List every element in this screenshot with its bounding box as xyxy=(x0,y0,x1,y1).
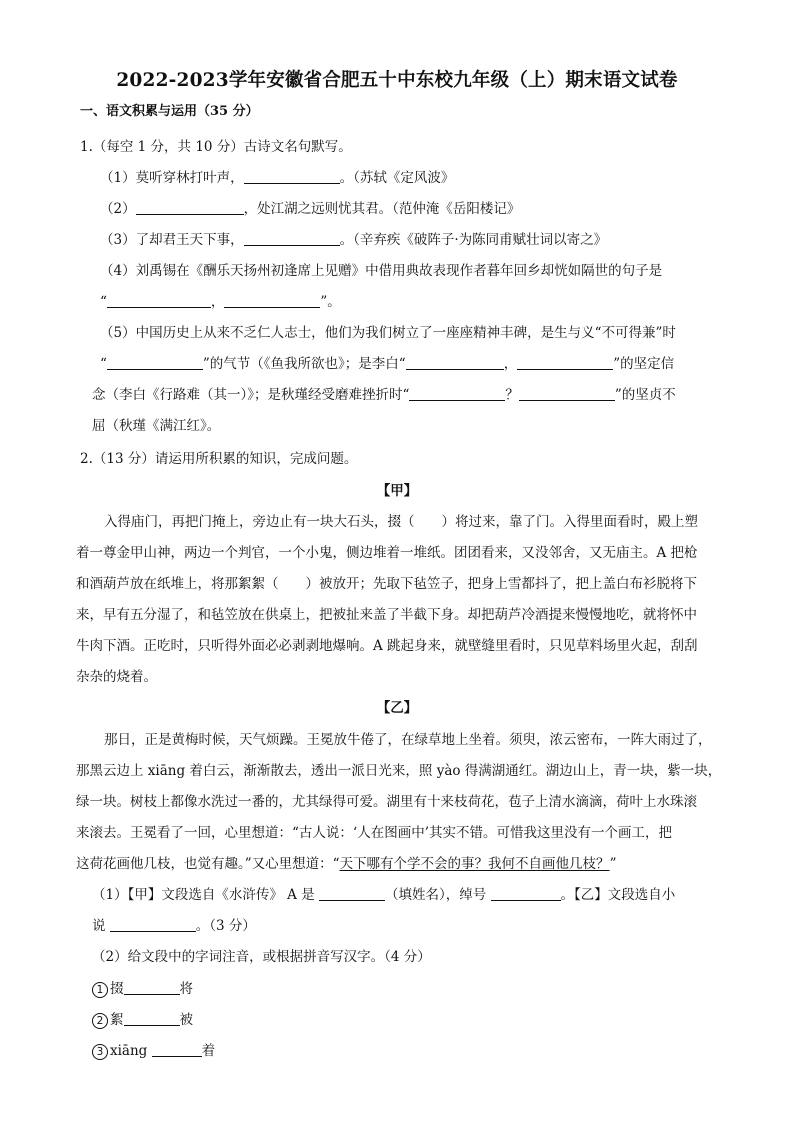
q1-sentence-5-line4: 屈（秋瑾《满江红》。 xyxy=(92,418,221,434)
passage-yi-line: 这荷花画他几枝，也觉有趣。”又心里想道：“天下哪有个学不会的事？我何不自画他几枝？” xyxy=(76,856,617,872)
section-heading: 一、语文积累与运用（35 分） xyxy=(80,104,259,119)
circled-number: 1 xyxy=(92,982,108,998)
passage-jia-line: 入得庙门，再把门掩上，旁边止有一块大石头，掇（ ）将过来，靠了门。入得里面看时，殿上塑 xyxy=(104,514,698,530)
answer-blank[interactable] xyxy=(224,293,320,308)
passage-yi-line: 来滚去。王冕看了一回，心里想道：“古人说：‘人在图画中’其实不错。可惜我这里没有一个画工，把 xyxy=(76,825,672,841)
passage-yi-line: 那日，正是黄梅时候，天气烦躁。王冕放牛倦了，在绿草地上坐着。须臾，浓云密布，一阵大雨过了， xyxy=(104,732,712,748)
q1-sentence-5: （5）中国历史上从来不乏仁人志士，他们为我们树立了一座座精神丰碑，是生与义“不可得兼”时 xyxy=(100,325,676,341)
answer-blank[interactable] xyxy=(244,169,340,184)
answer-blank[interactable] xyxy=(406,355,504,370)
answer-blank[interactable] xyxy=(107,355,203,370)
passage-jia-line: 来，早有五分湿了，和毡笠放在供桌上，把被扯来盖了半截下身。却把葫芦冷酒提来慢慢地吃，就将怀中 xyxy=(76,607,697,623)
underlined-sentence: 天下哪有个学不会的事？我何不自画他几枝？ xyxy=(339,856,610,872)
passage-yi-line: 那黑云边上 xiāng 着白云，渐渐散去，透出一派日光来，照 yào 得满湖通红。湖边山上，青一块，紫一块， xyxy=(76,763,722,779)
passage-jia-line: 和酒葫芦放在纸堆上，将那絮絮（ ）被放开；先取下毡笠子，把身上雪都抖了，把上盖白布衫脱将下 xyxy=(76,576,697,592)
q2-item: 2 絮 被 xyxy=(92,1010,193,1030)
answer-blank[interactable] xyxy=(319,886,385,901)
circled-number: 3 xyxy=(92,1044,108,1060)
q2-sub2: （2）给文段中的字词注音，或根据拼音写汉字。（4 分） xyxy=(92,949,431,965)
passage-jia-title: 【甲】 xyxy=(376,483,418,499)
answer-blank[interactable] xyxy=(519,386,615,401)
passage-yi-title: 【乙】 xyxy=(376,700,418,716)
q1-sentence-2: （2） ，处江湖之远则忧其君。（范仲淹《岳阳楼记》 xyxy=(100,201,521,217)
q2-stem: 2.（13 分）请运用所积累的知识，完成问题。 xyxy=(80,451,358,467)
q1-sentence-3: （3）了却君王天下事， 。（辛弃疾《破阵子·为陈同甫赋壮词以寄之》 xyxy=(100,232,608,248)
page-title: 2022-2023学年安徽省合肥五十中东校九年级（上）期末语文试卷 xyxy=(116,70,678,91)
answer-blank[interactable] xyxy=(244,231,340,246)
q2-sub1-line2: 说 。（3 分） xyxy=(92,918,256,934)
q1-sentence-1: （1）莫听穿林打叶声， 。（苏轼《定风波》 xyxy=(100,170,455,186)
answer-blank[interactable] xyxy=(124,980,180,995)
passage-jia-line: 着一尊金甲山神，两边一个判官，一个小鬼，侧边堆着一堆纸。团团看来，又没邻舍，又无庙主。A 把枪 xyxy=(76,545,698,561)
q2-item: 1 掇 将 xyxy=(92,979,193,999)
answer-blank[interactable] xyxy=(110,917,196,932)
q2-sub1: （1）【甲】文段选自《水浒传》 A 是 （填姓名），绰号 。【乙】文段选自小 xyxy=(92,887,676,903)
answer-blank[interactable] xyxy=(152,1042,202,1057)
passage-jia-line: 牛肉下酒。正吃时，只听得外面必必剥剥地爆响。A 跳起身来，就壁缝里看时，只见草料场里火起，刮刮 xyxy=(76,638,698,654)
q1-sentence-4: （4）刘禹锡在《酬乐天扬州初逢席上见赠》中借用典故表现作者暮年回乡却恍如隔世的句子是 xyxy=(100,263,663,279)
answer-blank[interactable] xyxy=(136,200,244,215)
q1-stem: 1.（每空 1 分，共 10 分）古诗文名句默写。 xyxy=(80,139,352,155)
passage-yi-line: 绿一块。树枝上都像水洗过一番的，尤其绿得可爱。湖里有十来枝荷花，苞子上清水滴滴，荷叶上水珠滚 xyxy=(76,794,697,810)
q2-item: 3 xiāng 着 xyxy=(92,1041,215,1061)
answer-blank[interactable] xyxy=(409,386,505,401)
passage-jia-line: 杂杂的烧着。 xyxy=(76,669,157,685)
q1-sentence-4-blanks: “ ， ”。 xyxy=(100,294,341,310)
q1-sentence-5-line3: 念（李白《行路难（其一）》；是秋瑾经受磨难挫折时“ ？ ”的坚贞不 xyxy=(92,387,676,403)
answer-blank[interactable] xyxy=(517,355,613,370)
circled-number: 2 xyxy=(92,1013,108,1029)
answer-blank[interactable] xyxy=(124,1011,180,1026)
answer-blank[interactable] xyxy=(491,886,561,901)
q1-sentence-5-line2: “ ”的气节（《鱼我所欲也》；是李白“ ， ”的坚定信 xyxy=(100,356,675,372)
answer-blank[interactable] xyxy=(107,293,211,308)
